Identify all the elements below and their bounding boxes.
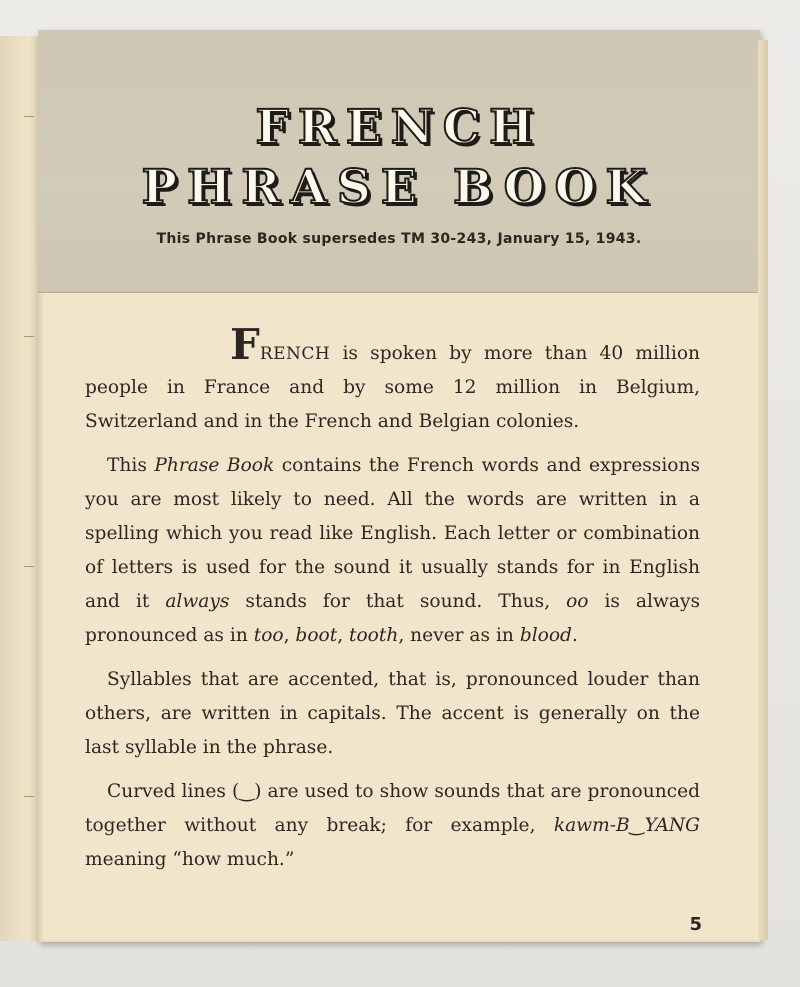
p2-italic-oo: oo — [566, 591, 589, 612]
title-line-2: PHRASE BOOK — [141, 160, 657, 215]
p2-text-a: This — [107, 455, 155, 476]
p2-italic-tooth: tooth — [349, 625, 399, 646]
p2-text-e: stands for that sound. Thus, — [229, 591, 567, 612]
previous-page-edge — [0, 36, 41, 941]
p2-text-i: , — [283, 625, 296, 646]
smallcaps-word: RENCH — [259, 344, 331, 364]
p4-text-a: Curved lines (‿) are used to show sounds that are pronounced together without any break; for example, — [85, 781, 700, 836]
paragraph-4 — [85, 775, 700, 877]
p2-italic-always: always — [165, 591, 230, 612]
paragraph-1 — [85, 320, 700, 439]
p2-italic-too: too — [253, 625, 284, 646]
booklet-page — [38, 30, 760, 942]
p4-italic-example: kawm-B‿YANG — [553, 815, 700, 836]
paragraph-1-text: is spoken by more than 40 million people in France and by some 12 million in Belgium, Switzerland and in the French and Belgian colonies. — [85, 343, 700, 432]
p2-text-k: , — [337, 625, 350, 646]
paragraph-3: Syllables that are accented, that is, pronounced louder than others, are written in capitals. The accent is generally on the last syllable in the phrase. — [85, 669, 700, 758]
title-line-1: FRENCH — [255, 100, 543, 155]
p2-text-g: is always pronounced as in — [85, 591, 701, 646]
page-stack-edge — [758, 40, 768, 940]
p2-italic-blood: blood — [519, 625, 572, 646]
p2-text-o: . — [571, 625, 578, 646]
p2-italic-boot: boot — [295, 625, 338, 646]
page-number: 5 — [689, 914, 702, 935]
p4-text-c: meaning “how much.” — [85, 849, 295, 870]
p2-text-c: contains the French words and expressions you are most likely to need. All the words are written in a spelling which you read like English. Each letter or combination of letters is used for the sound it usually stands for in English and it — [85, 455, 700, 612]
p2-italic-phrase-book: Phrase Book — [154, 455, 275, 476]
p2-text-m: , never as in — [398, 625, 520, 646]
paragraph-2 — [85, 449, 700, 653]
body-text — [85, 320, 701, 887]
drop-cap: F — [230, 320, 260, 369]
supersedes-note: This Phrase Book supersedes TM 30-243, January 15, 1943. — [156, 231, 642, 247]
title-band — [38, 30, 760, 293]
